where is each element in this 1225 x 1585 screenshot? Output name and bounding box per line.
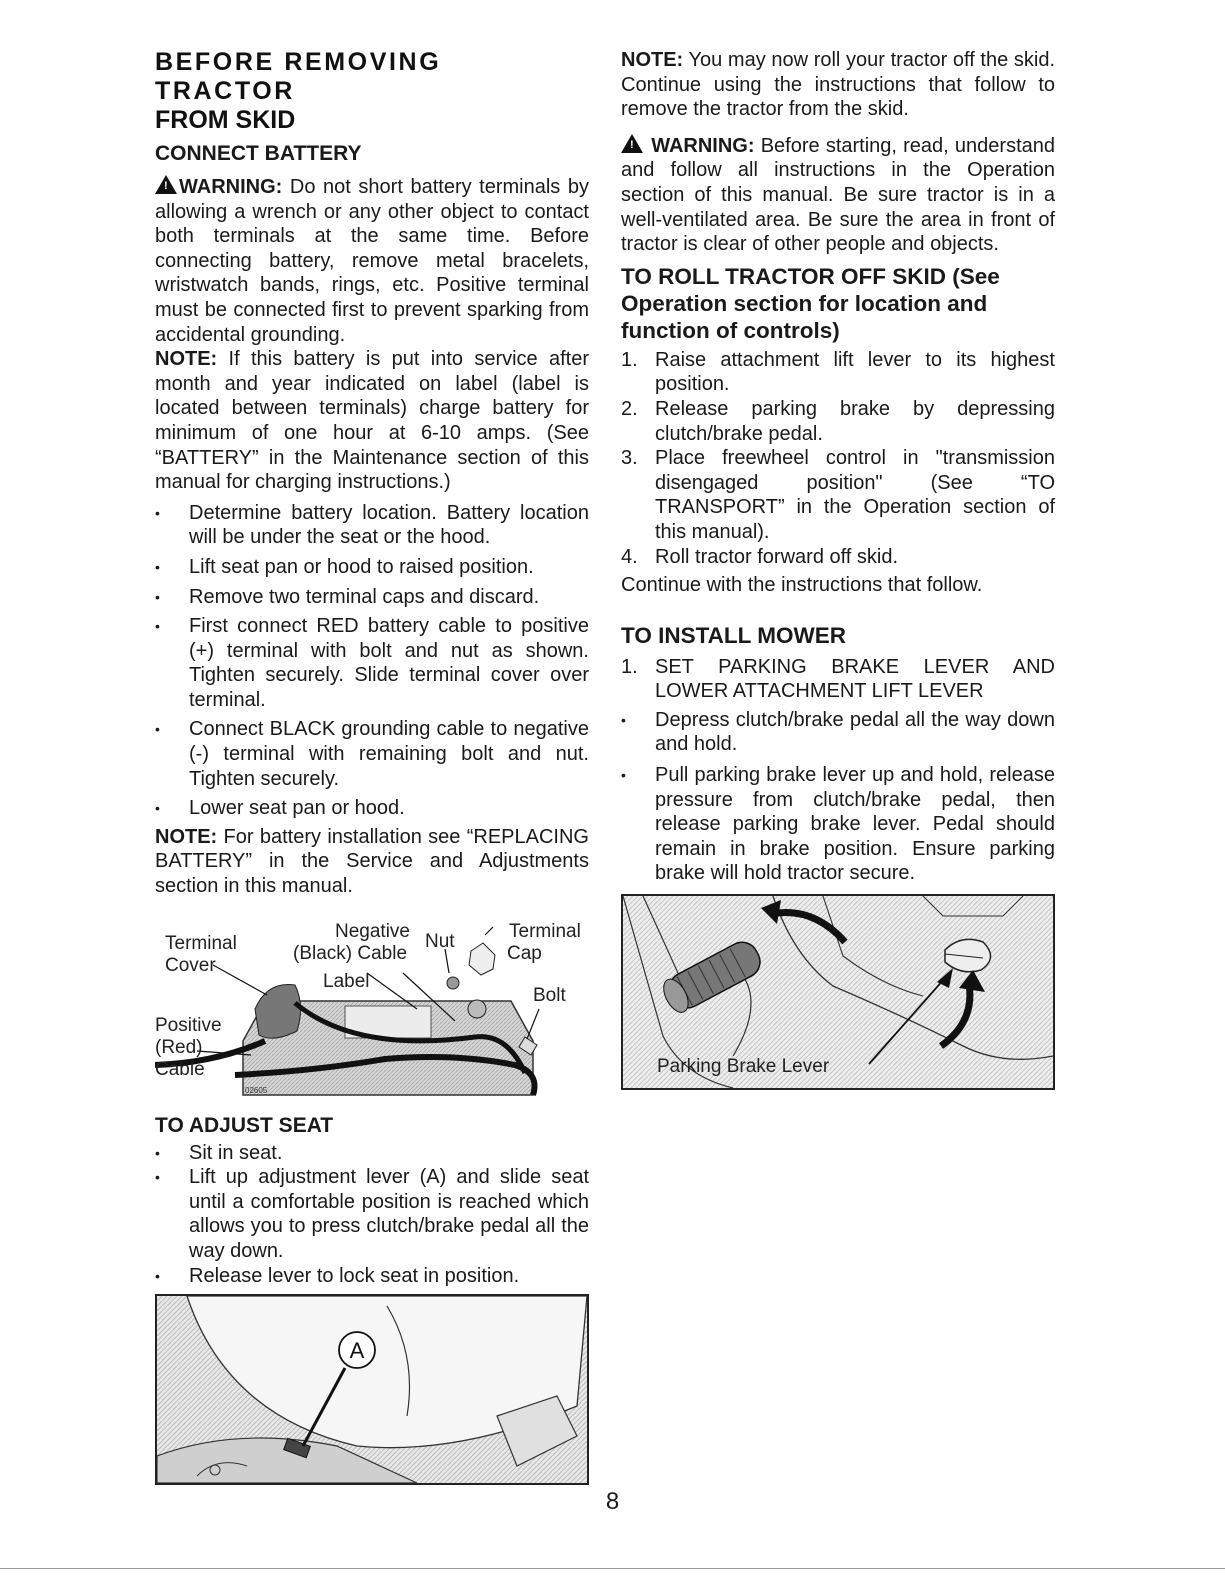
list-item: • First connect RED battery cable to positive (+) terminal with bolt and nut as shown. Tighten securely. Slide terminal cover over terminal. [155, 614, 589, 712]
callout-letter: A [349, 1338, 365, 1364]
note-text: You may now roll your tractor off the skid. Continue using the instructions that follow to remove the tractor from the skid. [621, 49, 1055, 121]
list-item: • Lift seat pan or hood to raised position. [155, 555, 589, 580]
note-roll-off-paragraph [621, 48, 1055, 122]
battery-steps-list [155, 501, 589, 821]
label-parking-brake-lever: Parking Brake Lever [657, 1056, 830, 1078]
list-item: • Remove two terminal caps and discard. [155, 585, 589, 610]
label-positive-cable-1: Positive [155, 1014, 222, 1036]
parking-brake-figure [621, 894, 1055, 1090]
roll-off-heading: TO ROLL TRACTOR OFF SKID (See Operation section for location and function of controls) [621, 263, 1000, 343]
bottom-rule [0, 1568, 1225, 1569]
label-positive-cable-3: Cable [155, 1058, 205, 1080]
label-bolt: Bolt [533, 984, 566, 1006]
list-item: 1. SET PARKING BRAKE LEVER AND LOWER ATTACHMENT LIFT LEVER [621, 655, 1055, 703]
parking-brake-illustration [623, 896, 1053, 1088]
nut-shape [447, 977, 459, 989]
heading-line-1: BEFORE REMOVING TRACTOR [155, 48, 442, 105]
warning-label: WARNING: [651, 134, 755, 157]
negative-terminal-shape [468, 1000, 486, 1018]
label-label: Label [323, 970, 370, 992]
section-heading-before-removing [155, 48, 589, 135]
list-item: 2. Release parking brake by depressing clutch/brake pedal. [621, 397, 1055, 445]
note-replacing-battery [155, 825, 589, 899]
list-item: 3. Place freewheel control in "transmission disengaged position" (See “TO TRANSPORT” in the Operation section of this manual). [621, 447, 1055, 543]
label-terminal-cover-2: Cover [165, 954, 216, 976]
list-item: 4. Roll tractor forward off skid. [621, 545, 899, 568]
warning-icon: ! [155, 175, 177, 194]
note-label: NOTE: [621, 49, 684, 71]
note-label: NOTE: [155, 348, 218, 371]
label-terminal-cap-2: Cap [507, 942, 542, 964]
list-item: • Determine battery location. Battery location will be under the seat or the hood. [155, 501, 589, 550]
seat-steps-list [155, 1141, 589, 1289]
note-text: For battery installation see “REPLACING BATTERY” in the Service and Adjustments section in this manual. [155, 825, 589, 898]
warning-icon: ! [621, 134, 643, 153]
list-item: • Lower seat pan or hood. [155, 796, 589, 821]
battery-illustration [155, 913, 589, 1103]
label-nut: Nut [425, 930, 455, 952]
seat-illustration [157, 1296, 587, 1483]
list-item: • Depress clutch/brake pedal all the way down and hold. [621, 708, 1055, 757]
label-positive-cable-2: (Red) [155, 1036, 203, 1058]
right-column [621, 48, 1055, 1090]
terminal-cap-shape [469, 943, 495, 975]
connect-battery-heading: CONNECT BATTERY [155, 142, 362, 165]
seat-adjustment-figure [155, 1294, 589, 1485]
list-item: • Connect BLACK grounding cable to negative (-) terminal with remaining bolt and nut. Tighten securely. [155, 717, 589, 791]
install-bullets-list [621, 708, 1055, 886]
continue-text: Continue with the instructions that follow. [621, 574, 983, 597]
part-code: 02605 [245, 1085, 268, 1095]
page-number: 8 [605, 1488, 620, 1515]
install-steps-list [621, 655, 1055, 704]
label-negative-cable-1: Negative [335, 920, 410, 942]
note-battery-paragraph [155, 347, 589, 495]
list-item: • Pull parking brake lever up and hold, release pressure from clutch/brake pedal, then release parking brake lever. Pedal should remain in brake position. Ensure parking brake will hold tractor secure. [621, 763, 1055, 886]
warning-label: WARNING: [179, 176, 283, 198]
list-item: • Sit in seat. [155, 1141, 589, 1166]
label-negative-cable-2: (Black) Cable [293, 942, 408, 964]
install-mower-heading: TO INSTALL MOWER [621, 622, 846, 648]
warning-text: Do not short battery terminals by allowing a wrench or any other object to contact both terminals at the same time. Before connecting battery, remove metal bracelets, wristwatch bands, rings, etc. Positive terminal must be connected first to prevent sparking from accidental grounding. [155, 176, 589, 346]
list-item: • Lift up adjustment lever (A) and slide seat until a comfortable position is reached which allows you to press clutch/brake pedal all the way down. [155, 1165, 589, 1263]
warning-text: Before starting, read, understand and follow all instructions in the Operation section of this manual. Be sure tractor is in a well-ventilated area. Be sure the area in front of tractor is clear of other people and objects. [621, 134, 1055, 256]
heading-line-2: FROM SKID [155, 106, 296, 134]
roll-off-steps-list [621, 348, 1055, 569]
warning-battery-paragraph [155, 175, 589, 347]
list-item: 1. Raise attachment lift lever to its highest position. [621, 348, 1055, 396]
list-item: • Release lever to lock seat in position. [155, 1264, 589, 1289]
adjust-seat-heading: TO ADJUST SEAT [155, 1113, 334, 1137]
note-text: If this battery is put into service after month and year indicated on label (label is located between terminals) charge battery for minimum of one hour at 6-10 amps. (See “BATTERY” in the Maintenance section of this manual for charging instructions.) [155, 348, 590, 494]
left-column [155, 48, 589, 1485]
label-terminal-cap-1: Terminal [509, 920, 581, 942]
warning-starting-paragraph [621, 134, 1055, 257]
note-label: NOTE: [155, 825, 218, 848]
label-terminal-cover-1: Terminal [165, 932, 237, 954]
